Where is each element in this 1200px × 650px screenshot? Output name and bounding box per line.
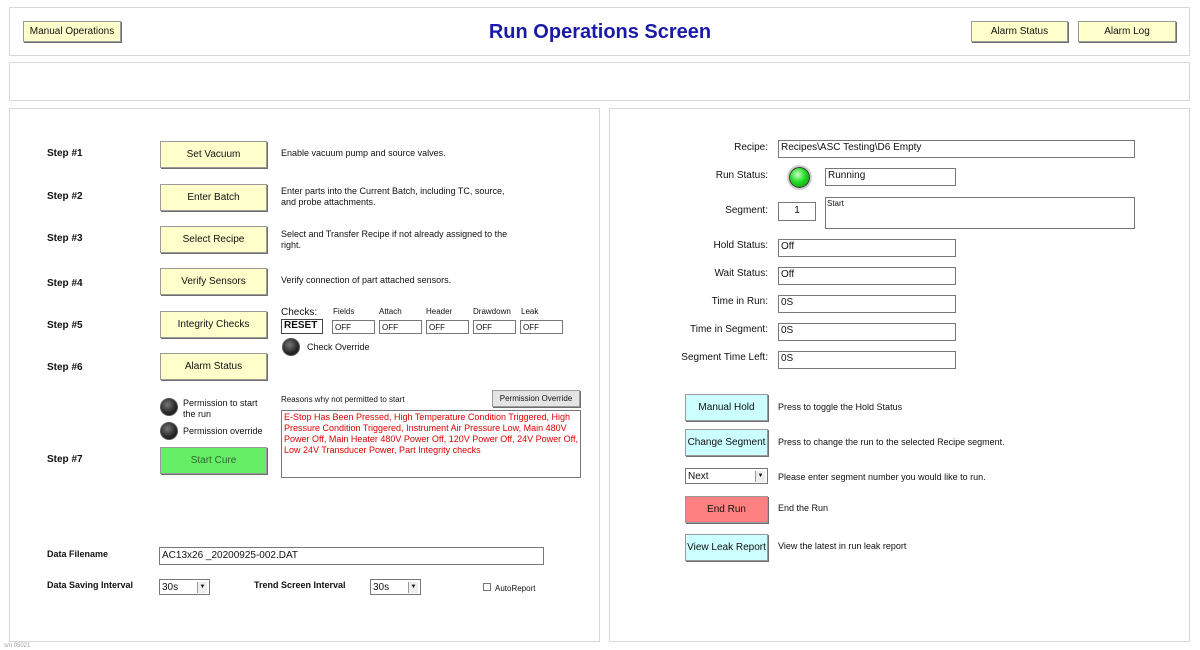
end-run-button[interactable]: End Run	[685, 496, 768, 523]
time-in-segment-label: Time in Segment:	[690, 324, 768, 335]
step-4-description: Verify connection of part attached sensors.	[281, 275, 452, 285]
chevron-down-icon: ▼	[755, 471, 765, 482]
check-header-attach: Attach	[379, 307, 402, 316]
permission-start-label-line2: the run	[183, 409, 212, 419]
autoreport-checkbox[interactable]	[483, 583, 491, 591]
time-in-run-field: 0S	[778, 295, 956, 313]
view-leak-report-button[interactable]: View Leak Report	[685, 534, 768, 561]
step-5-label: Step #5	[47, 320, 83, 331]
end-run-description: End the Run	[778, 503, 829, 513]
trend-screen-interval-select[interactable]	[370, 579, 421, 595]
data-filename-label: Data Filename	[47, 549, 109, 559]
run-status-indicator	[789, 167, 810, 188]
verify-sensors-button[interactable]: Verify Sensors	[160, 268, 267, 295]
step-1-description: Enable vacuum pump and source valves.	[281, 148, 446, 158]
check-header-fields: Fields	[333, 307, 355, 316]
data-saving-interval-value: 30s	[162, 581, 179, 593]
data-saving-interval-select[interactable]	[159, 579, 210, 595]
manual-operations-button[interactable]: Manual Operations	[23, 21, 121, 42]
footer-code: s/n 05021	[4, 643, 31, 649]
view-leak-report-description: View the latest in run leak report	[778, 541, 907, 551]
alarm-status-button[interactable]: Alarm Status	[971, 21, 1068, 42]
check-override-indicator[interactable]	[282, 338, 300, 356]
reasons-textbox: E-Stop Has Been Pressed, High Temperature Condition Triggered, High Pressure Condition Triggered, Instrument Air Pressure Low, Main 480V Power Off, Main Heater 480V Power Off, 120V Power Off, 24V Power Off, Low 24V Transducer Power, Part Integrity checks	[281, 410, 581, 478]
check-header-header: Header	[426, 307, 453, 316]
reasons-label: Reasons why not permitted to start	[281, 395, 405, 404]
step-2-description-line2: and probe attachments.	[281, 197, 376, 207]
step-7-label: Step #7	[47, 454, 83, 465]
chevron-down-icon: ▼	[408, 582, 418, 593]
time-in-segment-field: 0S	[778, 323, 956, 341]
check-header-drawdown: Drawdown	[473, 307, 511, 316]
integrity-checks-button[interactable]: Integrity Checks	[160, 311, 267, 338]
step-3-description-line1: Select and Transfer Recipe if not already assigned to the	[281, 229, 508, 239]
step-3-label: Step #3	[47, 233, 83, 244]
start-cure-button[interactable]: Start Cure	[160, 447, 267, 474]
step-6-alarm-status-button[interactable]: Alarm Status	[160, 353, 267, 380]
segment-label: Segment:	[725, 205, 768, 216]
page-title: Run Operations Screen	[488, 21, 712, 43]
step-6-label: Step #6	[47, 362, 83, 373]
step-1-label: Step #1	[47, 148, 83, 159]
hold-status-field: Off	[778, 239, 956, 257]
run-status-field: Running	[825, 168, 956, 186]
data-saving-interval-label: Data Saving Interval	[47, 580, 134, 590]
wait-status-label: Wait Status:	[714, 268, 768, 279]
step-3-description-line2: right.	[281, 240, 302, 250]
segment-name-field: Start	[825, 197, 1135, 229]
permission-override-label: Permission override	[183, 426, 263, 436]
message-bar	[9, 62, 1190, 101]
check-attach-value: OFF	[379, 320, 422, 334]
step-2-description-line1: Enter parts into the Current Batch, including TC, source,	[281, 186, 505, 196]
chevron-down-icon: ▼	[197, 582, 207, 593]
permission-start-label-line1: Permission to start	[183, 398, 258, 408]
step-2-label: Step #2	[47, 191, 83, 202]
checks-label: Checks:	[281, 307, 318, 318]
set-vacuum-button[interactable]: Set Vacuum	[160, 141, 267, 168]
reset-field[interactable]: RESET	[281, 319, 323, 334]
change-segment-description: Press to change the run to the selected Recipe segment.	[778, 437, 1005, 447]
check-header-leak: Leak	[521, 307, 539, 316]
segment-select-value: Next	[688, 470, 709, 482]
segment-number-field: 1	[778, 202, 816, 221]
right-panel	[609, 108, 1190, 642]
permission-override-indicator	[160, 422, 178, 440]
recipe-label: Recipe:	[734, 142, 768, 153]
manual-hold-button[interactable]: Manual Hold	[685, 394, 768, 421]
trend-screen-interval-label: Trend Screen Interval	[254, 580, 346, 590]
autoreport-label: AutoReport	[495, 584, 536, 593]
data-filename-field[interactable]: AC13x26 _20200925-002.DAT	[159, 547, 544, 565]
check-override-label: Check Override	[307, 342, 370, 352]
step-4-label: Step #4	[47, 278, 83, 289]
segment-time-left-label: Segment Time Left:	[681, 352, 768, 363]
permission-override-button[interactable]: Permission Override	[492, 390, 580, 407]
check-header-value: OFF	[426, 320, 469, 334]
run-status-label: Run Status:	[715, 170, 768, 181]
enter-batch-button[interactable]: Enter Batch	[160, 184, 267, 211]
check-fields-value: OFF	[332, 320, 375, 334]
manual-hold-description: Press to toggle the Hold Status	[778, 402, 903, 412]
permission-start-indicator	[160, 398, 178, 416]
wait-status-field: Off	[778, 267, 956, 285]
hold-status-label: Hold Status:	[713, 240, 768, 251]
segment-time-left-field: 0S	[778, 351, 956, 369]
alarm-log-button[interactable]: Alarm Log	[1078, 21, 1176, 42]
trend-screen-interval-value: 30s	[373, 581, 390, 593]
recipe-field: Recipes\ASC Testing\D6 Empty	[778, 140, 1135, 158]
select-recipe-button[interactable]: Select Recipe	[160, 226, 267, 253]
time-in-run-label: Time in Run:	[711, 296, 768, 307]
check-leak-value: OFF	[520, 320, 563, 334]
change-segment-button[interactable]: Change Segment	[685, 429, 768, 456]
check-drawdown-value: OFF	[473, 320, 516, 334]
segment-select[interactable]	[685, 468, 768, 484]
segment-select-description: Please enter segment number you would like to run.	[778, 472, 986, 482]
